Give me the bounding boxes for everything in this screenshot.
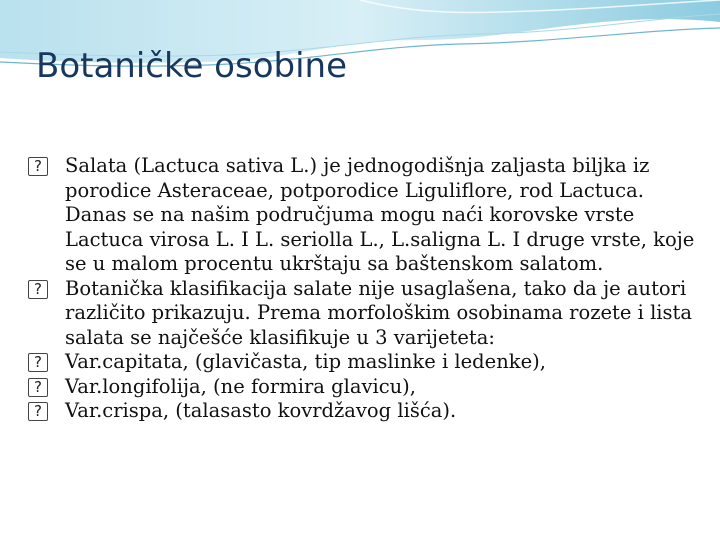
bullet-icon: ?: [28, 402, 48, 421]
bullet-icon: ?: [28, 157, 48, 176]
bullet-text: Var.capitata, (glavičasta, tip maslinke i ledenke),: [65, 350, 546, 373]
bullet-icon: ?: [28, 353, 48, 372]
bullet-list: [28, 154, 696, 424]
bullet-icon: ?: [28, 280, 48, 299]
list-item: [28, 154, 696, 277]
bullet-icon: ?: [28, 378, 48, 397]
list-item: [28, 350, 696, 375]
bullet-text: Salata (Lactuca sativa L.) je jednogodišnja zaljasta biljka iz porodice Asteraceae, potporodice Liguliflore, rod Lactuca. Danas se na našim područjuma mogu naći korovske vrste Lactuca virosa L. I L. seriolla L., L.saligna L. I druge vrste, koje se u malom procentu ukrštaju sa baštenskom salatom.: [65, 154, 695, 275]
bullet-text: Var.crispa, (talasasto kovrdžavog lišća).: [65, 399, 457, 422]
list-item: [28, 399, 696, 424]
bullet-text: Botanička klasifikacija salate nije usaglašena, tako da je autori različito prikazuju. Prema morfološkim osobinama rozete i lista salata se najčešće klasifikuje u 3 varijeteta:: [65, 276, 693, 349]
list-item: [28, 277, 696, 351]
list-item: [28, 375, 696, 400]
bullet-text: Var.longifolija, (ne formira glavicu),: [65, 374, 416, 398]
page-title: Botaničke osobine: [36, 46, 347, 86]
